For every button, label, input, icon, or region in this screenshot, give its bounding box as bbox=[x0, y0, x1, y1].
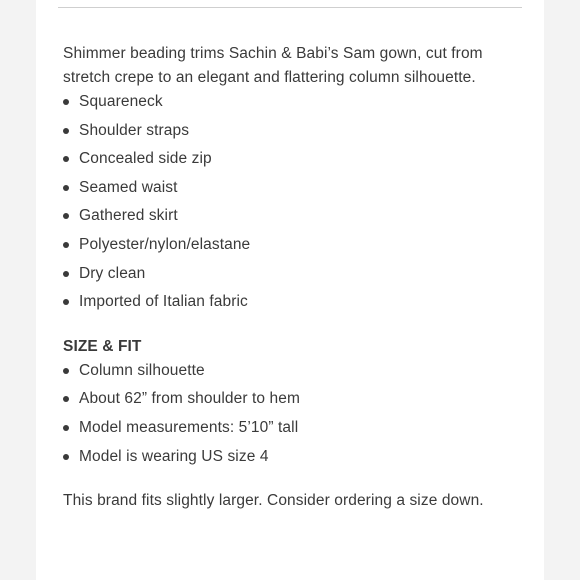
list-item-text: Gathered skirt bbox=[79, 207, 178, 225]
list-item-text: About 62” from shoulder to hem bbox=[79, 390, 300, 408]
list-item-text: Concealed side zip bbox=[79, 150, 212, 168]
size-fit-list bbox=[63, 359, 523, 473]
list-item-text: Shoulder straps bbox=[79, 121, 190, 139]
list-item-text: Column silhouette bbox=[79, 361, 205, 379]
product-details-panel bbox=[36, 0, 544, 580]
list-item-text: Seamed waist bbox=[79, 178, 178, 196]
fit-note: This brand fits slightly larger. Consider ordering a size down. bbox=[63, 492, 484, 510]
bullet-icon bbox=[63, 128, 69, 134]
list-item bbox=[63, 262, 523, 291]
bullet-icon bbox=[63, 425, 69, 431]
divider bbox=[58, 7, 522, 8]
bullet-icon bbox=[63, 242, 69, 248]
feature-list bbox=[63, 90, 523, 319]
size-fit-heading: SIZE & FIT bbox=[63, 337, 142, 355]
list-item bbox=[63, 233, 523, 262]
bullet-icon bbox=[63, 156, 69, 162]
bullet-icon bbox=[63, 185, 69, 191]
bullet-icon bbox=[63, 368, 69, 374]
list-item bbox=[63, 416, 523, 445]
list-item bbox=[63, 445, 523, 474]
bullet-icon bbox=[63, 396, 69, 402]
list-item-text: Dry clean bbox=[79, 264, 146, 282]
bullet-icon bbox=[63, 213, 69, 219]
list-item bbox=[63, 359, 523, 388]
list-item bbox=[63, 176, 523, 205]
product-description bbox=[63, 42, 523, 513]
list-item bbox=[63, 90, 523, 119]
list-item bbox=[63, 204, 523, 233]
bullet-icon bbox=[63, 454, 69, 460]
list-item bbox=[63, 147, 523, 176]
list-item bbox=[63, 119, 523, 148]
list-item-text: Imported of Italian fabric bbox=[79, 293, 248, 311]
bullet-icon bbox=[63, 299, 69, 305]
list-item bbox=[63, 290, 523, 319]
bullet-icon bbox=[63, 99, 69, 105]
list-item-text: Polyester/nylon/elastane bbox=[79, 235, 251, 253]
bullet-icon bbox=[63, 271, 69, 277]
list-item-text: Model is wearing US size 4 bbox=[79, 447, 269, 465]
list-item bbox=[63, 387, 523, 416]
list-item-text: Model measurements: 5’10” tall bbox=[79, 418, 299, 436]
description-intro: Shimmer beading trims Sachin & Babi’s Sam gown, cut from stretch crepe to an elegant and flattering column silhouette. bbox=[63, 45, 483, 86]
list-item-text: Squareneck bbox=[79, 93, 163, 110]
